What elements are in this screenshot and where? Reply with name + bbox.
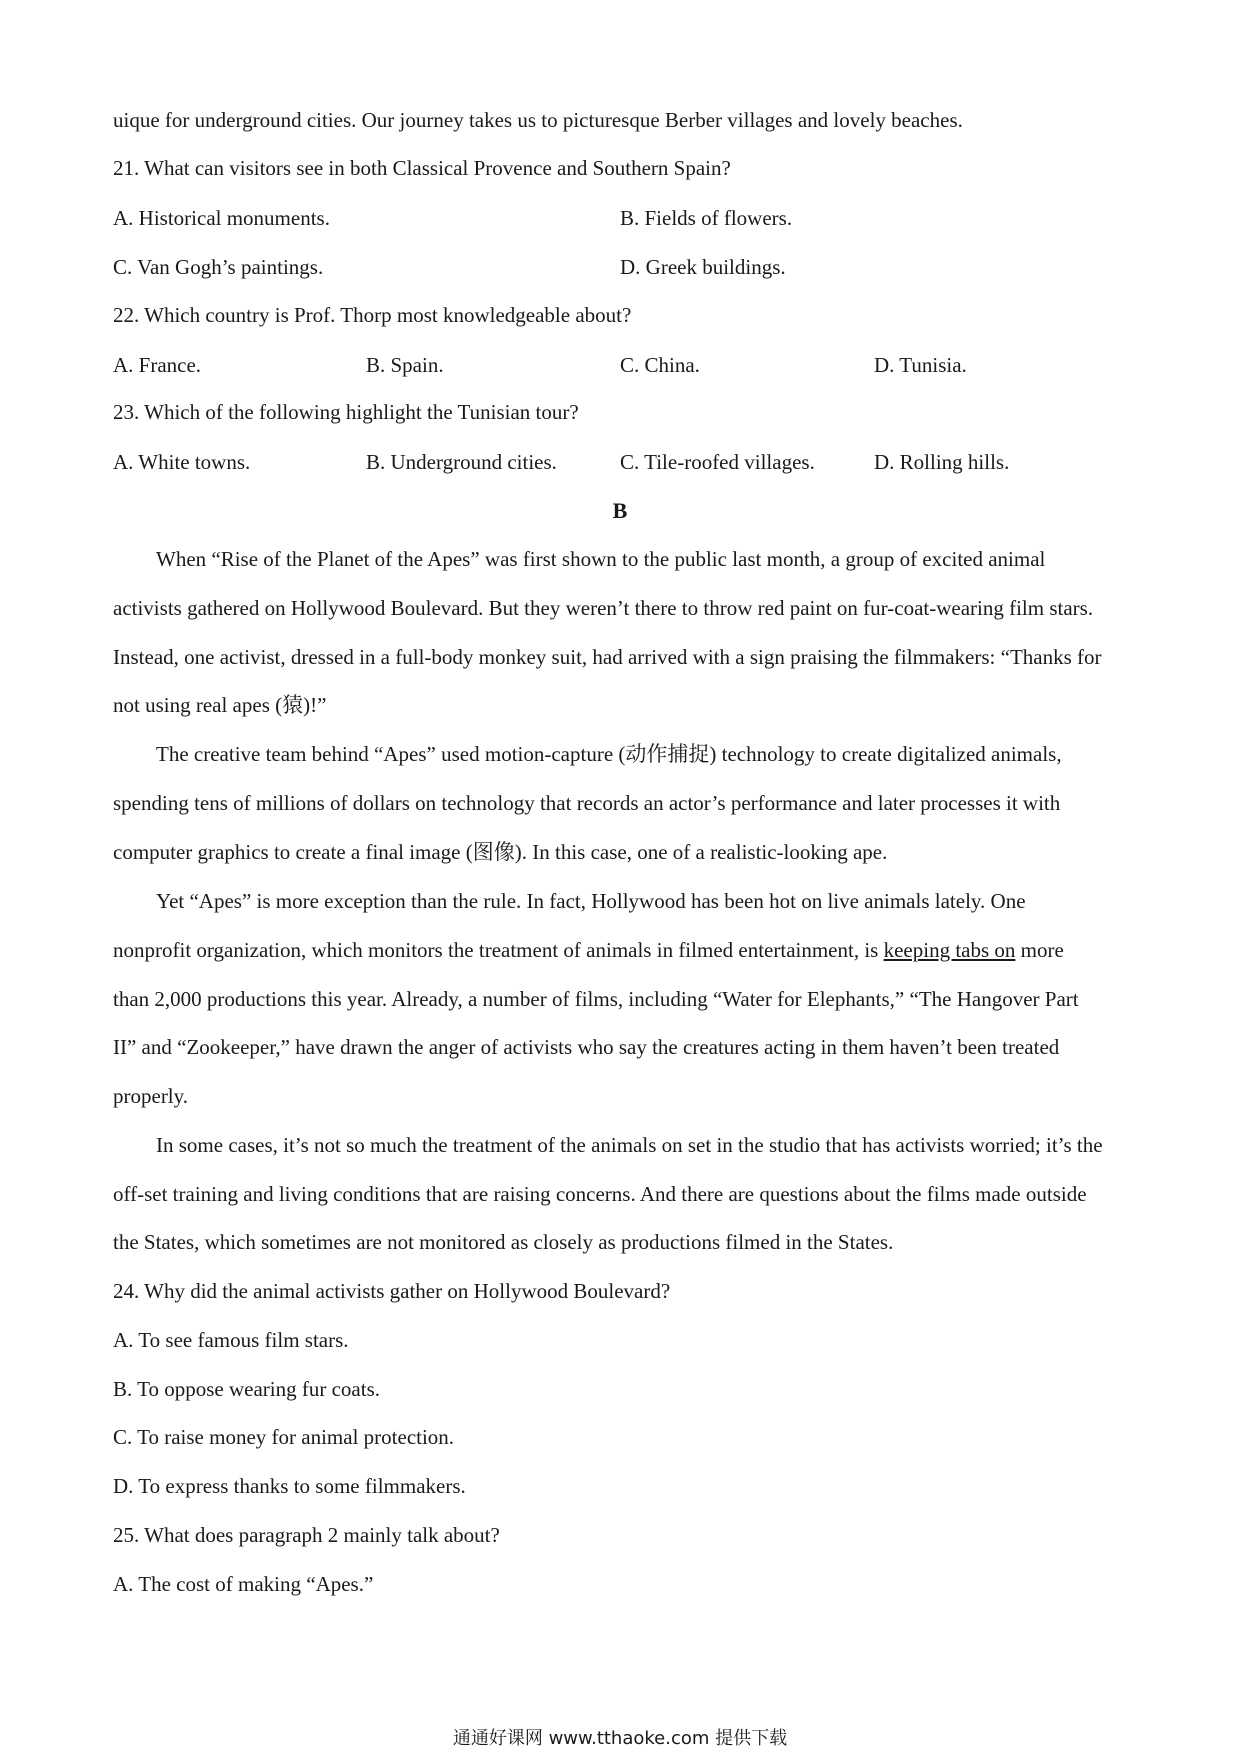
q24-option-c: C. To raise money for animal protection. bbox=[113, 1425, 455, 1449]
passage-p4-line-3: the States, which sometimes are not monitored as closely as productions filmed in the States. bbox=[113, 1230, 894, 1254]
passage-continuation: uique for underground cities. Our journey takes us to picturesque Berber villages and lovely beaches. bbox=[113, 108, 963, 132]
q25-option-a: A. The cost of making “Apes.” bbox=[113, 1572, 374, 1596]
passage-p2-line-3: computer graphics to create a final image (图像). In this case, one of a realistic-looking ape. bbox=[113, 840, 888, 864]
passage-p2-line-1: The creative team behind “Apes” used motion-capture (动作捕捉) technology to create digitalized animals, bbox=[156, 742, 1062, 766]
q24-option-b: B. To oppose wearing fur coats. bbox=[113, 1377, 381, 1401]
q22-option-b: B. Spain. bbox=[366, 353, 444, 377]
q21-option-a: A. Historical monuments. bbox=[113, 206, 330, 230]
q23-option-b: B. Underground cities. bbox=[366, 450, 557, 474]
underlined-phrase: keeping tabs on bbox=[883, 938, 1016, 962]
passage-p3-line-2 bbox=[113, 936, 1133, 964]
question-21-stem: 21. What can visitors see in both Classical Provence and Southern Spain? bbox=[113, 156, 731, 180]
q23-option-c: C. Tile-roofed villages. bbox=[620, 450, 815, 474]
passage-p3-line-3: than 2,000 productions this year. Already, a number of films, including “Water for Elephants,” “The Hangover Part bbox=[113, 987, 1079, 1011]
page-footer: 通通好课网 www.tthaoke.com 提供下载 bbox=[452, 1728, 788, 1749]
q21-option-b: B. Fields of flowers. bbox=[620, 206, 793, 230]
q24-option-a: A. To see famous film stars. bbox=[113, 1328, 349, 1352]
passage-p3-line-4: II” and “Zookeeper,” have drawn the anger of activists who say the creatures acting in them haven’t been treated bbox=[113, 1035, 1060, 1059]
passage-p1-line-4: not using real apes (猿)!” bbox=[113, 693, 327, 717]
q23-option-d: D. Rolling hills. bbox=[874, 450, 1010, 474]
q23-option-a: A. White towns. bbox=[113, 450, 251, 474]
q24-option-d: D. To express thanks to some filmmakers. bbox=[113, 1474, 466, 1498]
passage-p3-line-1: Yet “Apes” is more exception than the rule. In fact, Hollywood has been hot on live animals lately. One bbox=[156, 889, 1026, 913]
question-24-stem: 24. Why did the animal activists gather on Hollywood Boulevard? bbox=[113, 1279, 671, 1303]
section-b-heading: B bbox=[612, 498, 628, 523]
q22-option-d: D. Tunisia. bbox=[874, 353, 967, 377]
q21-option-c: C. Van Gogh’s paintings. bbox=[113, 255, 324, 279]
q22-option-c: C. China. bbox=[620, 353, 700, 377]
passage-p1-line-3: Instead, one activist, dressed in a full-body monkey suit, had arrived with a sign praising the filmmakers: “Thanks for bbox=[113, 645, 1102, 669]
q22-option-a: A. France. bbox=[113, 353, 202, 377]
q21-option-d: D. Greek buildings. bbox=[620, 255, 786, 279]
passage-p2-line-2: spending tens of millions of dollars on technology that records an actor’s performance and later processes it with bbox=[113, 791, 1061, 815]
question-25-stem: 25. What does paragraph 2 mainly talk about? bbox=[113, 1523, 500, 1547]
passage-p3-line-5: properly. bbox=[113, 1084, 189, 1108]
question-23-stem: 23. Which of the following highlight the Tunisian tour? bbox=[113, 400, 579, 424]
passage-p3-line-2-start: nonprofit organization, which monitors the treatment of animals in filmed entertainment, is bbox=[113, 938, 884, 962]
passage-p3-line-2-end: more bbox=[1015, 938, 1064, 962]
passage-p1-line-2: activists gathered on Hollywood Boulevard. But they weren’t there to throw red paint on fur-coat-wearing film stars. bbox=[113, 596, 1094, 620]
passage-p4-line-1: In some cases, it’s not so much the treatment of the animals on set in the studio that has activists worried; it’s the bbox=[156, 1133, 1103, 1157]
passage-p4-line-2: off-set training and living conditions that are raising concerns. And there are questions about the films made outside bbox=[113, 1182, 1087, 1206]
question-22-stem: 22. Which country is Prof. Thorp most knowledgeable about? bbox=[113, 303, 632, 327]
passage-p1-line-1: When “Rise of the Planet of the Apes” was first shown to the public last month, a group of excited animal bbox=[156, 547, 1046, 571]
